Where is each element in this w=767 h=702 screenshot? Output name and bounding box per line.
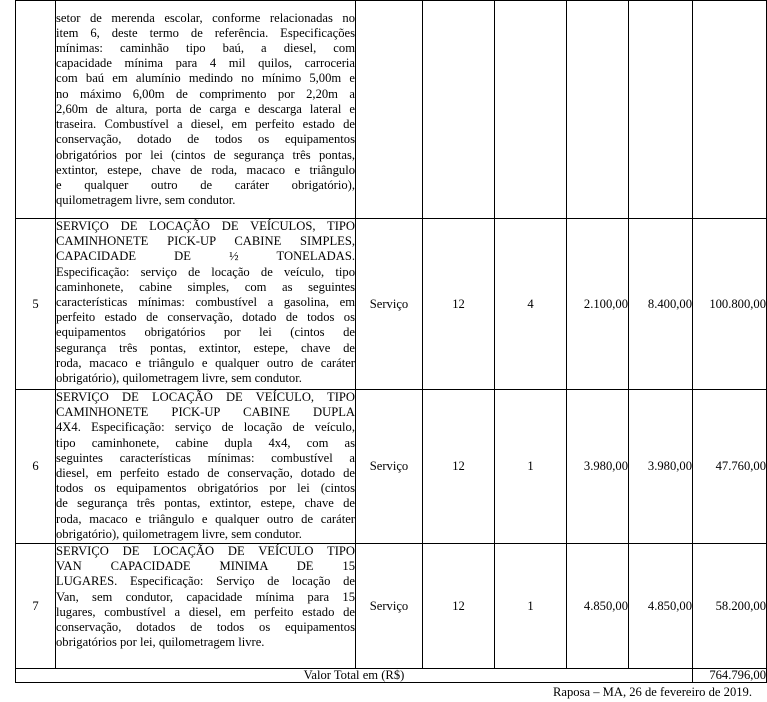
item-number: 6: [16, 390, 56, 544]
item-total-price: 100.800,00: [693, 219, 767, 390]
description-line: obrigatório), quilometragem livre, sem condutor.: [56, 371, 302, 386]
description-line: CAMINHONETE PICK-UP CABINE SIMPLES,: [56, 234, 355, 249]
item-number: 7: [16, 544, 56, 669]
item-description: [56, 1, 356, 219]
item-description: [56, 219, 356, 390]
description-line: CAMINHONETE PICK-UP CABINE DUPLA: [56, 405, 355, 420]
description-line: roda, macaco e triângulo e qualquer outro de caráter: [56, 355, 355, 370]
description-line: todos os equipamentos obrigatórios por lei (cintos: [56, 481, 355, 496]
description-line: obrigatório), quilometragem livre, sem condutor.: [56, 526, 302, 541]
description-line: Especificação: serviço de locação de veículo, tipo: [56, 264, 355, 279]
description-line: conservação, dotado de todos os equipamentos: [56, 132, 355, 147]
item-total-price: 58.200,00: [693, 544, 767, 669]
item-quantity-months: 12: [423, 219, 495, 390]
description-line: VAN CAPACIDADE MINIMA DE 15: [56, 559, 355, 574]
item-number: [16, 1, 56, 219]
total-value: 764.796,00: [693, 669, 767, 683]
item-quantity: [495, 1, 567, 219]
item-quantity: 4: [495, 219, 567, 390]
description-line: traseira. Combustível a diesel, em perfeito estado de: [56, 117, 355, 132]
description-line: características mínimas: combustível a gasolina, em: [56, 295, 355, 310]
item-unit: [356, 1, 423, 219]
description-line: conservação, dotados de todos os equipamentos: [56, 620, 355, 635]
description-line: CAPACIDADE DE ½ TONELADAS.: [56, 249, 355, 264]
description-line: obrigatórios por lei, quilometragem livre.: [56, 635, 265, 650]
item-unit: Serviço: [356, 544, 423, 669]
item-total-price: [693, 1, 767, 219]
description-line: quilometragem livre, sem condutor.: [56, 193, 236, 208]
description-line: Van, sem condutor, capacidade mínima para 15: [56, 589, 355, 604]
description-line: seguintes características mínimas: combustível a: [56, 450, 355, 465]
item-quantity-months: 12: [423, 390, 495, 544]
item-monthly-price: 3.980,00: [629, 390, 693, 544]
items-table: [15, 0, 767, 683]
item-unit-price: 4.850,00: [567, 544, 629, 669]
description-line: LUGARES. Especificação: Serviço de locação de: [56, 574, 355, 589]
description-line: setor de merenda escolar, conforme relacionadas no: [56, 10, 355, 25]
description-line: segurança três pontas, extintor, estepe, chave de: [56, 340, 355, 355]
description-line: tipo caminhonete, cabine dupla 4x4, com as: [56, 435, 355, 450]
table-row: [16, 544, 767, 669]
description-line: e qualquer outro de caráter obrigatório),: [56, 177, 355, 192]
item-description: [56, 390, 356, 544]
item-unit-price: 3.980,00: [567, 390, 629, 544]
item-unit-price: 2.100,00: [567, 219, 629, 390]
place-date: Raposa – MA, 26 de fevereiro de 2019.: [553, 685, 752, 699]
description-line: SERVIÇO DE LOCAÇÃO DE VEÍCULOS, TIPO: [56, 219, 355, 233]
item-quantity-months: 12: [423, 544, 495, 669]
description-line: 4X4. Especificação: serviço de locação de veículo,: [56, 420, 355, 435]
description-line: 2,60m de altura, porta de carga e descarga lateral e: [56, 101, 355, 116]
total-label: Valor Total em (R$): [16, 669, 693, 683]
item-number: 5: [16, 219, 56, 390]
item-unit: Serviço: [356, 390, 423, 544]
item-unit: Serviço: [356, 219, 423, 390]
description-line: de segurança três pontas, extintor, estepe, chave de: [56, 496, 355, 511]
description-line: item 6, deste termo de referência. Especificações: [56, 25, 355, 40]
description-line: equipamentos obrigatórios por lei (cintos de: [56, 325, 355, 340]
table-row: [16, 1, 767, 219]
table-row: [16, 390, 767, 544]
description-line: caminhonete, cabine simples, com as seguintes: [56, 279, 355, 294]
item-monthly-price: [629, 1, 693, 219]
description-line: diesel, em perfeito estado de conservação, dotado de: [56, 466, 355, 481]
description-line: com baú em alumínio medindo no mínimo 5,00m e: [56, 71, 355, 86]
description-line: extintor, estepe, chave de roda, macaco e triângulo: [56, 162, 355, 177]
table-row: [16, 219, 767, 390]
total-row: [16, 669, 767, 683]
item-quantity: 1: [495, 390, 567, 544]
description-line: SERVIÇO DE LOCAÇÃO DE VEÍCULO, TIPO: [56, 390, 355, 404]
description-line: perfeito estado de conservação, dotado de todos os: [56, 310, 355, 325]
item-quantity-months: [423, 1, 495, 219]
description-line: roda, macaco e triângulo e qualquer outro de caráter: [56, 511, 355, 526]
description-line: capacidade mínima para 4 mil quilos, carroceria: [56, 56, 355, 71]
item-description: [56, 544, 356, 669]
description-line: no máximo 6,00m de comprimento por 2,20m a: [56, 86, 355, 101]
item-unit-price: [567, 1, 629, 219]
description-line: lugares, combustível a diesel, em perfeito estado de: [56, 604, 355, 619]
item-total-price: 47.760,00: [693, 390, 767, 544]
item-monthly-price: 4.850,00: [629, 544, 693, 669]
item-monthly-price: 8.400,00: [629, 219, 693, 390]
item-quantity: 1: [495, 544, 567, 669]
description-line: mínimas: caminhão tipo baú, a diesel, com: [56, 41, 355, 56]
description-line: SERVIÇO DE LOCAÇÃO DE VEÍCULO TIPO: [56, 544, 355, 558]
description-line: obrigatórios por lei (cintos de segurança três pontas,: [56, 147, 355, 162]
